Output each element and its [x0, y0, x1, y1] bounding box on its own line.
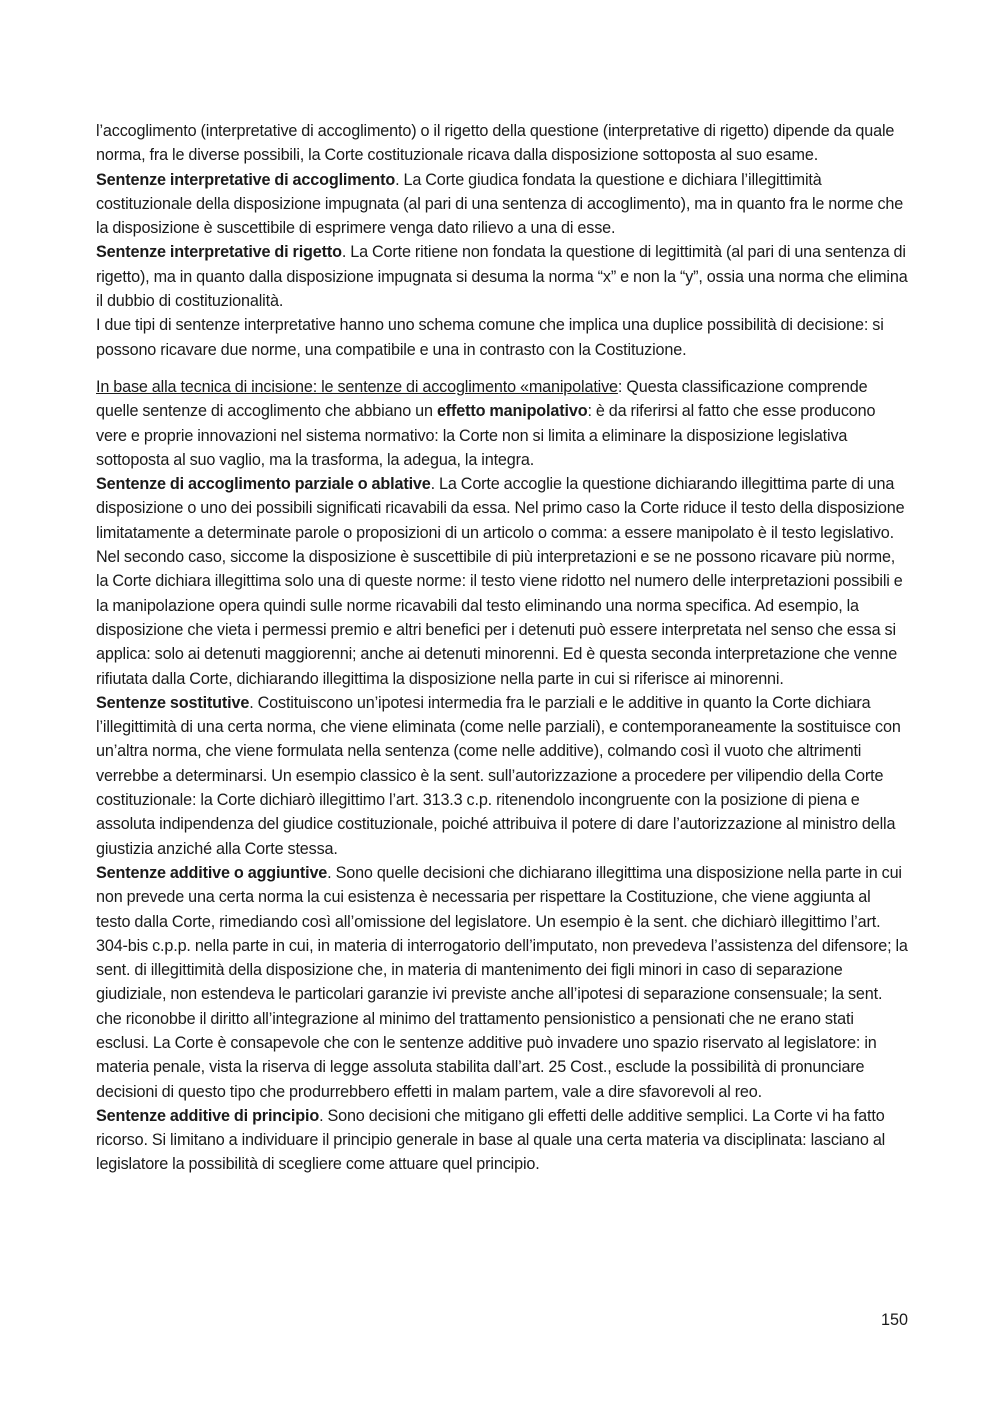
paragraph-interpretative-intro [96, 119, 908, 168]
paragraph-gap [96, 362, 908, 375]
paragraph-schema-comune [96, 313, 908, 362]
paragraph-text: . Costituiscono un’ipotesi intermedia fra le parziali e le additive in quanto la Corte dichiara l’illegittimità di una certa norma, che viene eliminata (come nelle parziali), e contemporaneamente la sostituisce con un’altra norma, che viene formulata nella sentenza (come nelle additive), colmando così il vuoto che altrimenti verrebbe a determinarsi. Un esempio classico è la sent. sull’autorizzazione a procedere per vilipendio della Corte costituzionale: la Corte dichiarò illegittimo l’art. 313.3 c.p. ritenendolo incongruente con la posizione di piena e assoluta indipendenza del giudice costituzionale, poiché attribuiva il potere di dare l’autorizzazione al ministro della giustizia anziché alla Corte stessa. [96, 693, 901, 858]
paragraph-text: l’accoglimento (interpretative di accoglimento) o il rigetto della questione (interpretative di rigetto) dipende da quale norma, fra le diverse possibili, la Corte costituzionale ricava dalla disposizione sottoposta al suo esame. [96, 122, 895, 165]
paragraph-text: . La Corte giudica fondata la questione e dichiara l’illegittimità costituzionale della disposizione impugnata (al pari di una sentenza di accoglimento), ma in quanto fra le norme che la disposizione è suscettibile di esprimere venga dato rilievo a una di esse. [96, 170, 904, 238]
paragraph-ablative [96, 472, 908, 691]
paragraph-heading: Sentenze interpretative di accoglimento [96, 170, 396, 189]
paragraph-text: . Sono quelle decisioni che dichiarano illegittima una disposizione nella parte in cui non prevede una certa norma la cui esistenza è necessaria per rispettare la Costituzione, che viene aggiunta al testo dalla Corte, rimediando così all’omissione del legislatore. Un esempio è la sent. che dichiarò illegittimo l’art. 304-bis c.p.p. nella parte in cui, in materia di interrogatorio dell’imputato, non prevedeva l’assistenza del difensore; la sent. di illegittimità della disposizione che, in materia di mantenimento dei figli minori in caso di separazione giudiziale, non estendeva le particolari garanzie ivi previste anche all’ipotesi di separazione consensuale; la sent. che riconobbe il diritto all’integrazione al minimo del trattamento pensionistico a pensionati che ne erano stati esclusi. La Corte è consapevole che con le sentenze additive può invadere uno spazio riservato al legislatore: in materia penale, vista la riserva di legge assoluta stabilita dall’art. 25 Cost., esclude la possibilità di pronunciare decisioni di questo tipo che produrrebbero effetti in malam partem, vale a dire sfavorevoli al reo. [96, 863, 908, 1101]
paragraph-heading: Sentenze sostitutive [96, 693, 250, 712]
paragraph-heading: Sentenze additive di principio [96, 1106, 320, 1125]
paragraph-text: . La Corte ritiene non fondata la questione di legittimità (al pari di una sentenza di rigetto), ma in quanto dalla disposizione impugnata si desuma la norma “x” e non la “y”, ossia una norma che elimina il dubbio di costituzionalità. [96, 243, 908, 311]
paragraph-text: . La Corte accoglie la questione dichiarando illegittima parte di una disposizione o uno dei possibili significati ricavabili da essa. Nel primo caso la Corte riduce il testo della disposizione limitatamente a determinate parole o proposizioni di un articolo o comma: a essere manipolato è il testo legislativo. Nel secondo caso, siccome la disposizione è suscettibile di più interpretazioni e se ne possono ricavare più norme, la Corte dichiara illegittima solo una di queste norme: il testo viene ridotto nel numero delle interpretazioni possibili e la manipolazione opera quindi sulle norme ricavabili dal testo eliminando una norma specifica. Ad esempio, la disposizione che vieta i permessi premio e altri benefici per i detenuti può essere interpretata nel senso che essa si applica: solo ai detenuti maggiorenni; anche ai detenuti minorenni. Ed è questa seconda interpretazione che venne rifiutata dalla Corte, dichiarando illegittima la disposizione nella parte in cui si riferisce ai minorenni. [96, 475, 905, 688]
paragraph-additive-principio [96, 1104, 908, 1177]
paragraph-interpretative-rigetto [96, 240, 908, 313]
paragraph-manipolative [96, 375, 908, 472]
paragraph-text: : Questa classificazione comprende quelle sentenze di accoglimento che abbiano un [96, 377, 868, 421]
paragraph-text: : è da riferirsi al fatto che esse producono vere e proprie innovazioni nel sistema normativo: la Corte non si limita a eliminare la disposizione legislativa sottoposta al suo vaglio, ma la trasforma, la adegua, la integra. [96, 402, 876, 469]
paragraph-additive [96, 861, 908, 1104]
paragraph-sostitutive [96, 691, 908, 861]
paragraph-heading: Sentenze di accoglimento parziale o ablative [96, 475, 431, 494]
document-page [96, 119, 908, 1177]
paragraph-interpretative-accoglimento [96, 168, 908, 241]
paragraph-heading: Sentenze additive o aggiuntive [96, 863, 328, 882]
paragraph-text: . Sono decisioni che mitigano gli effetti delle additive semplici. La Corte vi ha fatto ricorso. Si limitano a individuare il principio generale in base al quale una certa materia va disciplinata: lasciano al legislatore la possibilità di scegliere come attuare quel principio. [96, 1106, 886, 1174]
paragraph-heading: Sentenze interpretative di rigetto [96, 243, 342, 262]
page-number: 150 [880, 1311, 908, 1329]
paragraph-text: I due tipi di sentenze interpretative hanno uno schema comune che implica una duplice possibilità di decisione: si possono ricavare due norme, una compatibile e una in contrasto con la Costituzione. [96, 316, 884, 359]
section-heading-underlined: In base alla tecnica di incisione: le sentenze di accoglimento «manipolative [96, 377, 618, 396]
bold-term: effetto manipolativo [436, 402, 588, 421]
